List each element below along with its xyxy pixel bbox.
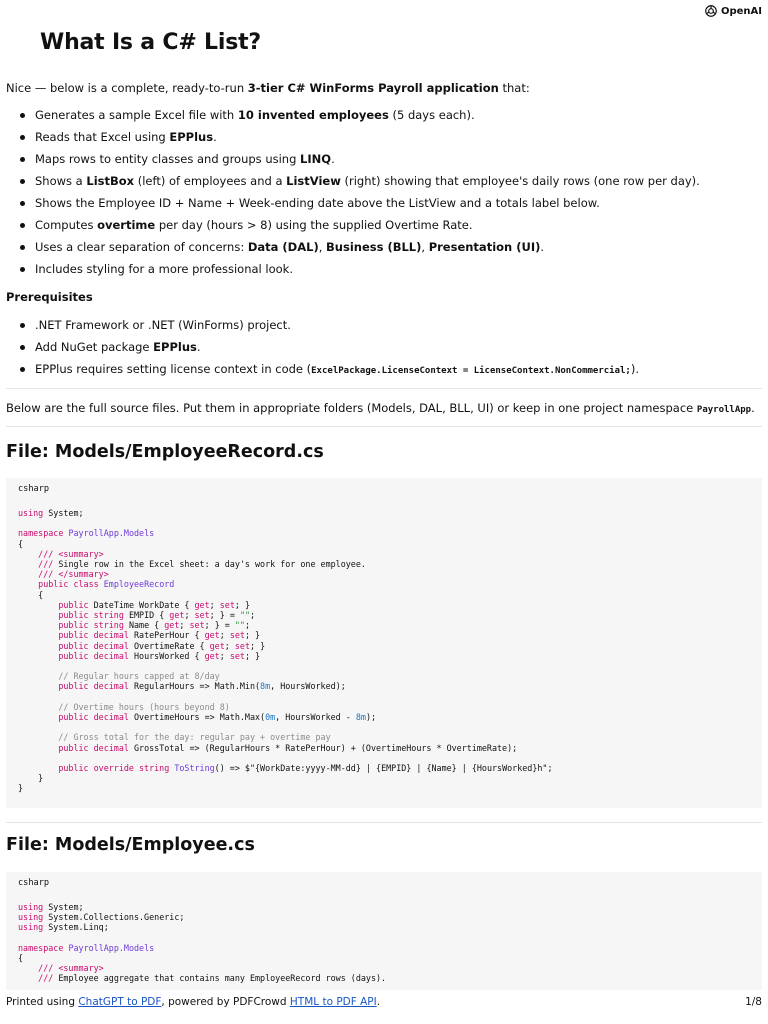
feature-list: [20, 104, 762, 280]
page-footer: [6, 996, 762, 1008]
feature-item: Reads that Excel using EPPlus.: [20, 126, 762, 148]
inline-code: PayrollApp: [696, 405, 752, 415]
logo-text: OpenAI: [720, 5, 762, 17]
divider: [6, 822, 762, 823]
divider: [6, 388, 762, 389]
html-to-pdf-api-link[interactable]: HTML to PDF API: [289, 996, 377, 1008]
feature-item: Generates a sample Excel file with 10 invented employees (5 days each).: [20, 104, 762, 126]
code-content: using System; using System.Collections.Generic; using System.Linq; namespace PayrollApp.Models { /// <summary> /// Employee aggregate that contains many EmployeeRecord rows (days).: [18, 902, 387, 984]
code-content: using System; namespace PayrollApp.Models { /// <summary> /// Single row in the Excel sheet: a day's work for one employee. /// </summary> public class EmployeeRecord { public DateTime WorkDate { get; set; } public string EMPID { get; set; } = ""; public string Name { get; set; } = ""; public decimal RatePerHour { get; set; } public decimal OvertimeRate { get; set; } public decimal HoursWorked { get; set; } // Regular hours capped at 8/day public decimal RegularHours => Math.Min(8m, HoursWorked); // Overtime hours (hours beyond 8) public decimal OvertimeHours => Math.Max(0m, HoursWorked - 8m); // Gross total for the day: regular pay + overtime pay public decimal GrossTotal => (RegularHours * RatePerHour) + (OvertimeHours * OvertimeRate); public override string ToString() => $"{WorkDate:yyyy-MM-dd} | {EMPID} | {Name} | {HoursWorked}h"; } }: [18, 508, 553, 794]
code-language-label: csharp: [18, 484, 50, 494]
footer-credit: Printed using ChatGPT to PDF, powered by PDFCrowd HTML to PDF API.: [6, 996, 381, 1008]
chatgpt-to-pdf-link[interactable]: ChatGPT to PDF: [78, 996, 162, 1008]
files-note: Below are the full source files. Put them in appropriate folders (Models, DAL, BLL, UI) or keep in one project namespace PayrollApp.: [6, 401, 755, 415]
feature-item: Computes overtime per day (hours > 8) using the supplied Overtime Rate.: [20, 214, 762, 236]
file-heading-employee-record: File: Models/EmployeeRecord.cs: [6, 442, 324, 462]
page-title: What Is a C# List?: [40, 30, 261, 55]
code-language-label: csharp: [18, 878, 50, 888]
code-block-employee: [6, 872, 762, 990]
divider: [6, 426, 762, 427]
prerequisite-item: Add NuGet package EPPlus.: [20, 336, 762, 358]
feature-item: Maps rows to entity classes and groups using LINQ.: [20, 148, 762, 170]
file-heading-employee: File: Models/Employee.cs: [6, 835, 255, 855]
intro-bold: 3-tier C# WinForms Payroll application: [247, 81, 499, 95]
feature-item: Shows a ListBox (left) of employees and a ListView (right) showing that employee's daily rows (one row per day).: [20, 170, 762, 192]
prerequisite-item: .NET Framework or .NET (WinForms) project.: [20, 314, 762, 336]
intro-prefix: Nice — below is a complete, ready-to-run: [6, 81, 248, 95]
inline-code: ExcelPackage.LicenseContext = LicenseContext.NonCommercial;: [311, 366, 631, 376]
page-number: 1/8: [745, 996, 762, 1008]
intro-suffix: that:: [498, 81, 530, 95]
prerequisites-heading: Prerequisites: [6, 290, 93, 304]
openai-logo: [704, 4, 762, 18]
prerequisites-list: [20, 314, 762, 380]
openai-knot-icon: [704, 4, 718, 18]
code-block-employee-record: [6, 478, 762, 808]
prerequisite-item: EPPlus requires setting license context in code (ExcelPackage.LicenseContext = LicenseContext.NonCommercial;).: [20, 358, 762, 380]
intro-paragraph: [6, 80, 762, 96]
feature-item: Shows the Employee ID + Name + Week-ending date above the ListView and a totals label below.: [20, 192, 762, 214]
feature-item: Uses a clear separation of concerns: Data (DAL), Business (BLL), Presentation (UI).: [20, 236, 762, 258]
feature-item: Includes styling for a more professional look.: [20, 258, 762, 280]
